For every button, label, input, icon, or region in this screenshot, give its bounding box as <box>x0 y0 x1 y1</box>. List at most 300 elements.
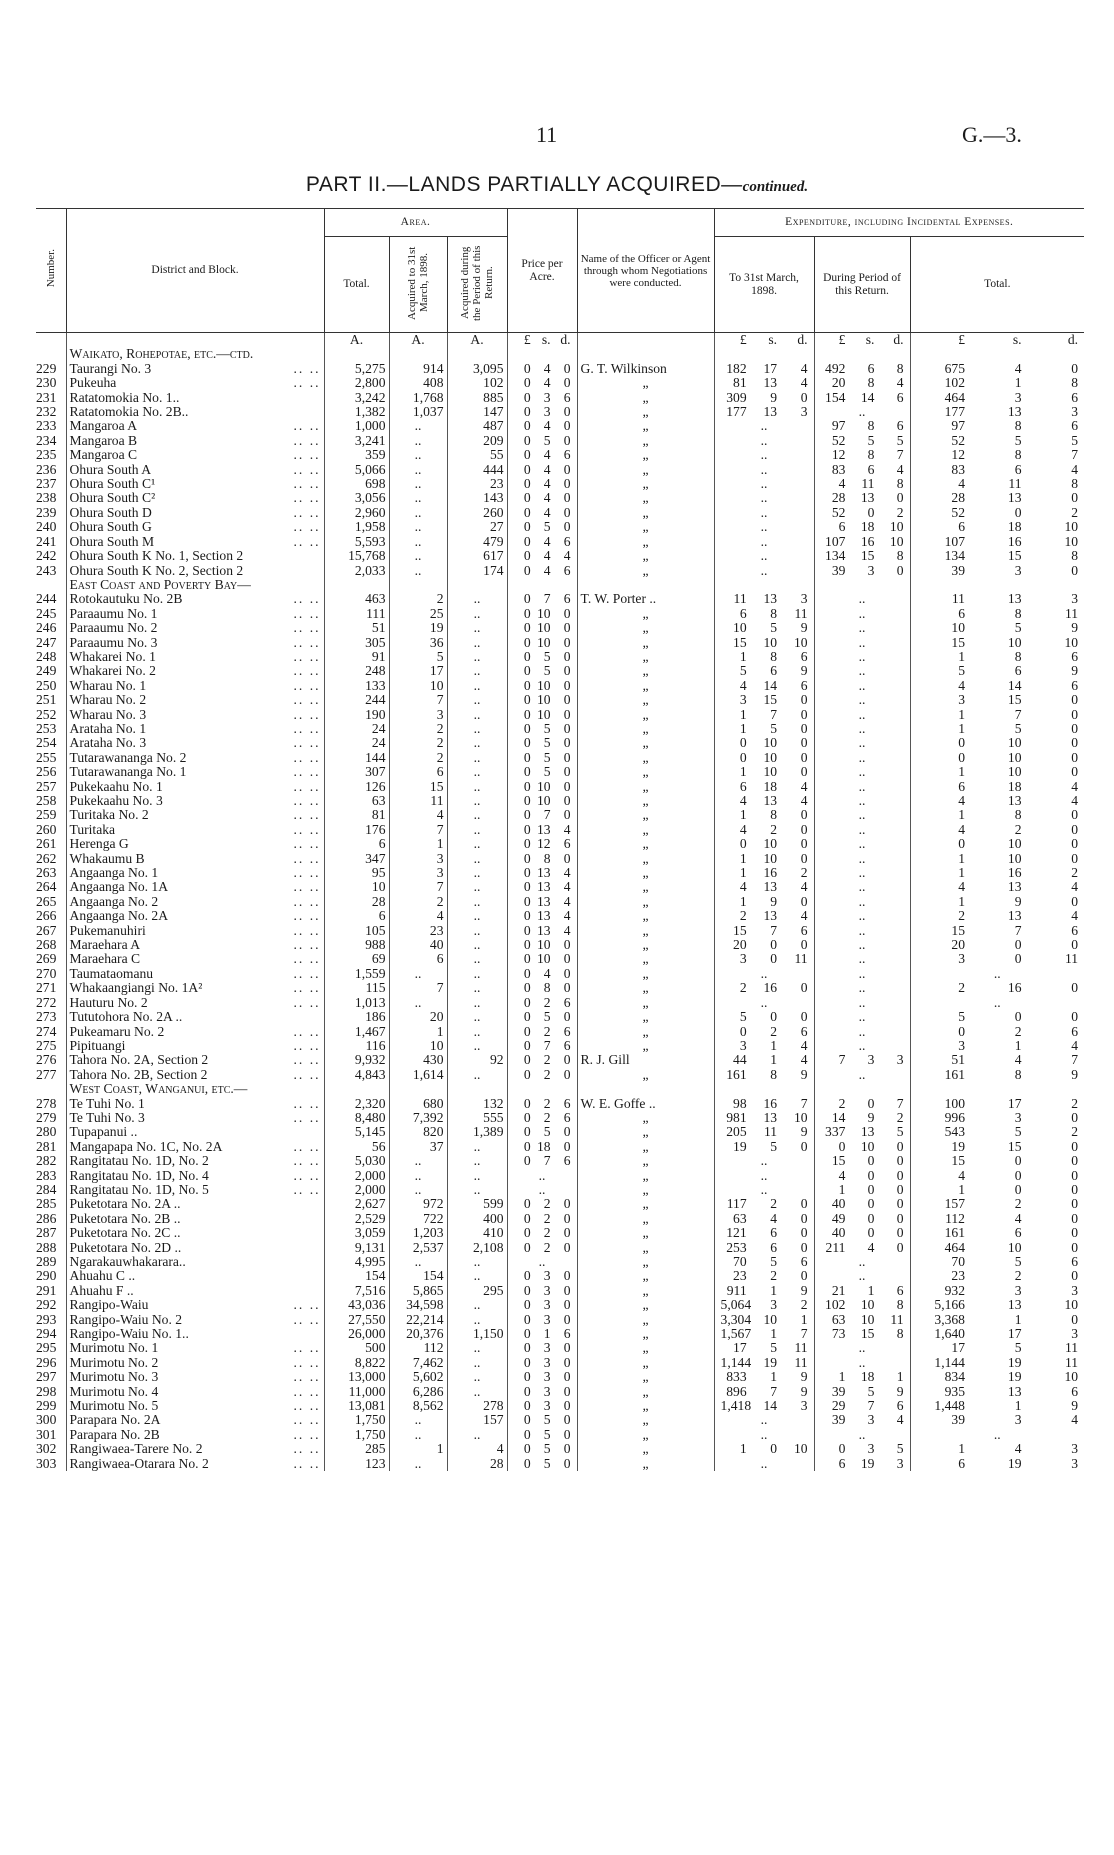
section-row <box>36 1082 1084 1096</box>
exp-during-period: 39 3 0 <box>814 564 910 578</box>
row-number: 283 <box>36 1168 57 1183</box>
table-row <box>36 664 1084 678</box>
area-total: 988 <box>324 938 389 952</box>
area-total: 5,275 <box>324 362 389 376</box>
price-per-acre: 0 2 6 <box>507 1097 577 1111</box>
officer-name: „ <box>577 1313 714 1327</box>
district-block: Paraaumu No. 2 .. .. <box>66 621 324 635</box>
price-per-acre: 0 3 0 <box>507 1370 577 1384</box>
row-number: 236 <box>36 462 57 477</box>
exp-to-1898: .. <box>714 506 814 520</box>
table-row <box>36 477 1084 491</box>
district-block: Te Tuhi No. 1 .. .. <box>66 1097 324 1111</box>
exp-total: 0 2 6 <box>910 1025 1084 1039</box>
table-row <box>36 1399 1084 1413</box>
exp-during-period: 97 8 6 <box>814 419 910 433</box>
table-row <box>36 895 1084 909</box>
section-row <box>36 347 1084 361</box>
row-number: 271 <box>36 981 57 996</box>
area-total: 24 <box>324 722 389 736</box>
table-row <box>36 780 1084 794</box>
row-number: 288 <box>36 1240 57 1255</box>
area-acquired-1898: .. <box>389 463 447 477</box>
exp-to-1898: 1 8 6 <box>714 650 814 664</box>
price-per-acre: 0 4 4 <box>507 549 577 563</box>
exp-to-1898: 4 13 4 <box>714 880 814 894</box>
district-block: Te Tuhi No. 3 .. .. <box>66 1111 324 1125</box>
district-block: Tutarawananga No. 2 .. .. <box>66 751 324 765</box>
area-acquired-period: .. <box>447 823 507 837</box>
district-block: Mangaroa A .. .. <box>66 419 324 433</box>
row-number: 237 <box>36 477 57 492</box>
price-per-acre: 0 2 6 <box>507 996 577 1010</box>
exp-total: 4 14 6 <box>910 679 1084 693</box>
exp-to-1898: .. <box>714 535 814 549</box>
exp-during-period: .. <box>814 808 910 822</box>
exp-to-1898: 1 16 2 <box>714 866 814 880</box>
exp-during-period: .. <box>814 1341 910 1355</box>
area-total: 186 <box>324 1010 389 1024</box>
exp-total: 20 0 0 <box>910 938 1084 952</box>
table-row <box>36 823 1084 837</box>
table-row <box>36 434 1084 448</box>
row-number: 274 <box>36 1024 57 1039</box>
area-acquired-1898: .. <box>389 1154 447 1168</box>
table-row <box>36 880 1084 894</box>
area-acquired-period: .. <box>447 736 507 750</box>
exp-during-period: .. <box>814 823 910 837</box>
exp-to-1898: 11 13 3 <box>714 592 814 606</box>
area-acquired-period: .. <box>447 909 507 923</box>
table-row <box>36 448 1084 462</box>
row-number: 273 <box>36 1010 57 1025</box>
area-acquired-period: .. <box>447 808 507 822</box>
area-acquired-1898: .. <box>389 1413 447 1427</box>
exp-to-1898: .. <box>714 996 814 1010</box>
district-block: Rangipo-Waiu No. 1.. <box>66 1327 324 1341</box>
exp-to-1898: 0 10 0 <box>714 837 814 851</box>
exp-to-1898: 15 7 6 <box>714 924 814 938</box>
table-row <box>36 549 1084 563</box>
area-acquired-period: .. <box>447 636 507 650</box>
district-block: Ahuahu F .. <box>66 1284 324 1298</box>
district-block: Puketotara No. 2C .. <box>66 1226 324 1240</box>
area-total: 133 <box>324 679 389 693</box>
area-acquired-period: 479 <box>447 535 507 549</box>
exp-to-1898: .. <box>714 967 814 981</box>
area-acquired-period: .. <box>447 1341 507 1355</box>
area-acquired-period: 23 <box>447 477 507 491</box>
area-acquired-period: .. <box>447 866 507 880</box>
area-acquired-period: .. <box>447 1154 507 1168</box>
officer-name: „ <box>577 880 714 894</box>
price-per-acre: 0 10 0 <box>507 693 577 707</box>
district-block: Rangiwaea-Otarara No. 2 .. .. <box>66 1457 324 1471</box>
area-acquired-period: .. <box>447 1068 507 1082</box>
exp-during-period: 83 6 4 <box>814 463 910 477</box>
row-number: 238 <box>36 491 57 506</box>
row-number: 293 <box>36 1312 57 1327</box>
exp-during-period: 52 5 5 <box>814 434 910 448</box>
district-block: Taumataomanu .. .. <box>66 967 324 981</box>
row-number: 272 <box>36 995 57 1010</box>
exp-total: 3,368 1 0 <box>910 1313 1084 1327</box>
district-block: Ratatomokia No. 2B.. <box>66 405 324 419</box>
table-row <box>36 564 1084 578</box>
table-row <box>36 751 1084 765</box>
price-per-acre: 0 4 0 <box>507 967 577 981</box>
exp-to-1898: 5,064 3 2 <box>714 1298 814 1312</box>
table-row <box>36 1010 1084 1024</box>
area-acquired-1898: 7 <box>389 880 447 894</box>
area-acquired-1898: 5,602 <box>389 1370 447 1384</box>
row-number: 248 <box>36 649 57 664</box>
exp-to-1898: 3,304 10 1 <box>714 1313 814 1327</box>
price-per-acre: 0 7 6 <box>507 1039 577 1053</box>
row-number: 279 <box>36 1110 57 1125</box>
exp-during-period: 1 18 1 <box>814 1370 910 1384</box>
table-row <box>36 1097 1084 1111</box>
exp-during-period: 2 0 7 <box>814 1097 910 1111</box>
area-acquired-period: .. <box>447 607 507 621</box>
area-acquired-1898: 2 <box>389 895 447 909</box>
district-block: Ohura South A .. .. <box>66 463 324 477</box>
table-row <box>36 1327 1084 1341</box>
table-row <box>36 981 1084 995</box>
row-number: 292 <box>36 1298 57 1313</box>
row-number: 280 <box>36 1125 57 1140</box>
table-row <box>36 852 1084 866</box>
table-row <box>36 938 1084 952</box>
exp-total: 70 5 6 <box>910 1255 1084 1269</box>
price-per-acre: 0 1 6 <box>507 1327 577 1341</box>
area-acquired-1898: 5,865 <box>389 1284 447 1298</box>
area-total: 2,033 <box>324 564 389 578</box>
district-block: Angaanga No. 1 .. .. <box>66 866 324 880</box>
officer-name: „ <box>577 1413 714 1427</box>
exp-during-period: .. <box>814 1428 910 1442</box>
district-block: Ratatomokia No. 1.. <box>66 391 324 405</box>
area-total: 2,000 <box>324 1183 389 1197</box>
officer-name: „ <box>577 1068 714 1082</box>
row-number: 231 <box>36 390 57 405</box>
exp-total: 4 13 4 <box>910 794 1084 808</box>
row-number: 281 <box>36 1139 57 1154</box>
exp-total: 1 7 0 <box>910 708 1084 722</box>
table-row <box>36 924 1084 938</box>
officer-name: „ <box>577 938 714 952</box>
officer-name: „ <box>577 1039 714 1053</box>
area-acquired-1898: 40 <box>389 938 447 952</box>
row-number: 246 <box>36 621 57 636</box>
area-total: 115 <box>324 981 389 995</box>
officer-name: „ <box>577 405 714 419</box>
district-block: Ahuahu C .. <box>66 1269 324 1283</box>
area-acquired-1898: 4 <box>389 909 447 923</box>
area-total: 111 <box>324 607 389 621</box>
exp-during-period: 211 4 0 <box>814 1241 910 1255</box>
district-block: Paraaumu No. 1 .. .. <box>66 607 324 621</box>
area-acquired-period: .. <box>447 722 507 736</box>
officer-name: „ <box>577 823 714 837</box>
exp-to-1898: .. <box>714 419 814 433</box>
price-per-acre: 0 12 6 <box>507 837 577 851</box>
area-acquired-period: .. <box>447 780 507 794</box>
row-number: 267 <box>36 923 57 938</box>
area-acquired-period: 444 <box>447 463 507 477</box>
district-block: Ohura South K No. 1, Section 2 <box>66 549 324 563</box>
officer-name: „ <box>577 1241 714 1255</box>
exp-to-1898: 5 0 0 <box>714 1010 814 1024</box>
district-block: Parapara No. 2A .. .. <box>66 1413 324 1427</box>
table-row <box>36 1341 1084 1355</box>
officer-name: „ <box>577 1327 714 1341</box>
table-row <box>36 621 1084 635</box>
exp-during-period: .. <box>814 664 910 678</box>
area-acquired-period: .. <box>447 1370 507 1384</box>
officer-name: „ <box>577 1399 714 1413</box>
title-main: PART II.—LANDS PARTIALLY ACQUIRED— <box>305 173 743 196</box>
area-acquired-period: .. <box>447 938 507 952</box>
exp-total: 39 3 0 <box>910 564 1084 578</box>
exp-to-1898: .. <box>714 1413 814 1427</box>
exp-total: 675 4 0 <box>910 362 1084 376</box>
exp-during-period: .. <box>814 722 910 736</box>
area-acquired-period: 410 <box>447 1226 507 1240</box>
exp-to-1898: 309 9 0 <box>714 391 814 405</box>
officer-name: „ <box>577 967 714 981</box>
area-acquired-1898: 112 <box>389 1341 447 1355</box>
price-per-acre: 0 5 0 <box>507 1442 577 1456</box>
area-acquired-1898: .. <box>389 448 447 462</box>
area-acquired-period: .. <box>447 1140 507 1154</box>
exp-during-period: .. <box>814 780 910 794</box>
area-total: 1,013 <box>324 996 389 1010</box>
row-number: 244 <box>36 592 57 607</box>
officer-name: „ <box>577 376 714 390</box>
row-number: 286 <box>36 1211 57 1226</box>
row-number: 254 <box>36 736 57 751</box>
exp-total: 12 8 7 <box>910 448 1084 462</box>
officer-name: „ <box>577 1457 714 1471</box>
exp-to-1898: 23 2 0 <box>714 1269 814 1283</box>
officer-name: „ <box>577 664 714 678</box>
table-row <box>36 491 1084 505</box>
price-per-acre: 0 5 0 <box>507 434 577 448</box>
row-number: 302 <box>36 1442 57 1457</box>
row-number: 277 <box>36 1067 57 1082</box>
unit-cell: A. <box>447 333 507 348</box>
area-acquired-1898: 22,214 <box>389 1313 447 1327</box>
area-total: 2,627 <box>324 1197 389 1211</box>
officer-name: „ <box>577 1140 714 1154</box>
exp-to-1898: 911 1 9 <box>714 1284 814 1298</box>
area-acquired-1898: 17 <box>389 664 447 678</box>
title-continued: continued. <box>742 179 809 195</box>
exp-to-1898: .. <box>714 549 814 563</box>
area-total: 307 <box>324 765 389 779</box>
officer-name: „ <box>577 924 714 938</box>
exp-to-1898: 1,144 19 11 <box>714 1356 814 1370</box>
area-total: 500 <box>324 1341 389 1355</box>
price-per-acre: 0 13 4 <box>507 866 577 880</box>
officer-name: „ <box>577 491 714 505</box>
header-exp-period: During Period of this Return. <box>814 237 910 333</box>
area-acquired-period: .. <box>447 765 507 779</box>
page-code: G.—3. <box>962 122 1022 147</box>
exp-total: 2 16 0 <box>910 981 1084 995</box>
area-acquired-1898: 2 <box>389 736 447 750</box>
district-block: Wharau No. 1 .. .. <box>66 679 324 693</box>
area-acquired-period: 209 <box>447 434 507 448</box>
area-acquired-1898: 6 <box>389 765 447 779</box>
price-per-acre: 0 3 0 <box>507 1385 577 1399</box>
area-acquired-1898: 680 <box>389 1097 447 1111</box>
area-total: 2,320 <box>324 1097 389 1111</box>
table-row <box>36 736 1084 750</box>
exp-total: 1 10 0 <box>910 765 1084 779</box>
area-acquired-period: 1,150 <box>447 1327 507 1341</box>
header-exp-1898: To 31st March, 1898. <box>714 237 814 333</box>
exp-to-1898: 0 10 0 <box>714 751 814 765</box>
officer-name: „ <box>577 535 714 549</box>
area-acquired-1898: 5 <box>389 650 447 664</box>
header-exp-total: Total. <box>910 237 1084 333</box>
section-label <box>66 347 324 361</box>
officer-name: „ <box>577 751 714 765</box>
exp-during-period: 154 14 6 <box>814 391 910 405</box>
row-number: 259 <box>36 808 57 823</box>
exp-to-1898: 833 1 9 <box>714 1370 814 1384</box>
exp-total: 1,640 17 3 <box>910 1327 1084 1341</box>
row-number: 276 <box>36 1053 57 1068</box>
price-per-acre: 0 5 0 <box>507 765 577 779</box>
exp-during-period: 40 0 0 <box>814 1226 910 1240</box>
exp-during-period: .. <box>814 909 910 923</box>
area-total: 1,467 <box>324 1025 389 1039</box>
officer-name: „ <box>577 1183 714 1197</box>
row-number: 249 <box>36 664 57 679</box>
exp-to-1898: 1,418 14 3 <box>714 1399 814 1413</box>
district-block: Angaanga No. 1A .. .. <box>66 880 324 894</box>
district-block: Maraehara C .. .. <box>66 952 324 966</box>
row-number: 298 <box>36 1384 57 1399</box>
area-acquired-period: 278 <box>447 1399 507 1413</box>
officer-name: „ <box>577 463 714 477</box>
exp-during-period: .. <box>814 952 910 966</box>
table-row <box>36 996 1084 1010</box>
district-block: Tahora No. 2B, Section 2 .. .. <box>66 1068 324 1082</box>
table-row <box>36 405 1084 419</box>
row-number: 251 <box>36 693 57 708</box>
table-row <box>36 376 1084 390</box>
exp-during-period: .. <box>814 636 910 650</box>
area-acquired-period: 617 <box>447 549 507 563</box>
exp-during-period: .. <box>814 1269 910 1283</box>
exp-to-1898: .. <box>714 434 814 448</box>
section-title: East Coast and Poverty Bay— <box>69 577 251 592</box>
area-total: 4,995 <box>324 1255 389 1269</box>
units-row <box>36 333 1084 348</box>
officer-name: „ <box>577 434 714 448</box>
exp-during-period: 6 18 10 <box>814 520 910 534</box>
exp-to-1898: 19 5 0 <box>714 1140 814 1154</box>
officer-name: „ <box>577 1125 714 1139</box>
district-block: Ohura South C² .. .. <box>66 491 324 505</box>
officer-name: „ <box>577 722 714 736</box>
table-row <box>36 1169 1084 1183</box>
price-per-acre: 0 4 0 <box>507 491 577 505</box>
exp-total: 161 8 9 <box>910 1068 1084 1082</box>
exp-total: 935 13 6 <box>910 1385 1084 1399</box>
area-acquired-1898: 3 <box>389 708 447 722</box>
exp-to-1898: 1 8 0 <box>714 808 814 822</box>
area-acquired-period: .. <box>447 1428 507 1442</box>
exp-during-period: .. <box>814 708 910 722</box>
price-per-acre: .. <box>507 1255 577 1269</box>
area-acquired-1898: 722 <box>389 1212 447 1226</box>
price-per-acre: 0 4 0 <box>507 463 577 477</box>
area-acquired-1898: .. <box>389 996 447 1010</box>
row-number: 284 <box>36 1182 57 1197</box>
price-per-acre: 0 5 0 <box>507 520 577 534</box>
exp-total: 97 8 6 <box>910 419 1084 433</box>
price-per-acre: 0 7 6 <box>507 592 577 606</box>
officer-name: „ <box>577 794 714 808</box>
exp-to-1898: 63 4 0 <box>714 1212 814 1226</box>
exp-total: 1 0 0 <box>910 1183 1084 1197</box>
row-number: 257 <box>36 779 57 794</box>
exp-total: 834 19 10 <box>910 1370 1084 1384</box>
row-number: 296 <box>36 1355 57 1370</box>
table-row <box>36 1226 1084 1240</box>
officer-name: „ <box>577 1284 714 1298</box>
officer-name: „ <box>577 1428 714 1442</box>
section-title: West Coast, Wanganui, etc.— <box>69 1082 248 1097</box>
exp-to-1898: 981 13 10 <box>714 1111 814 1125</box>
exp-to-1898: 4 2 0 <box>714 823 814 837</box>
price-per-acre: 0 10 0 <box>507 938 577 952</box>
exp-during-period: .. <box>814 693 910 707</box>
exp-total: 464 10 0 <box>910 1241 1084 1255</box>
area-acquired-period: .. <box>447 1298 507 1312</box>
area-acquired-period: .. <box>447 1169 507 1183</box>
area-acquired-1898: 8,562 <box>389 1399 447 1413</box>
exp-during-period: .. <box>814 866 910 880</box>
area-acquired-1898: .. <box>389 1428 447 1442</box>
exp-to-1898: 2 16 0 <box>714 981 814 995</box>
officer-name: „ <box>577 1356 714 1370</box>
area-acquired-period: .. <box>447 751 507 765</box>
table-row <box>36 1356 1084 1370</box>
exp-total: 3 0 11 <box>910 952 1084 966</box>
area-acquired-1898: 25 <box>389 607 447 621</box>
district-block: Puketotara No. 2A .. <box>66 1197 324 1211</box>
exp-total: 52 5 5 <box>910 434 1084 448</box>
exp-to-1898: 0 10 0 <box>714 736 814 750</box>
exp-to-1898: .. <box>714 564 814 578</box>
district-block: Rangitatau No. 1D, No. 5 .. .. <box>66 1183 324 1197</box>
table-row <box>36 1385 1084 1399</box>
table-row <box>36 708 1084 722</box>
exp-total: 0 10 0 <box>910 751 1084 765</box>
area-acquired-period: 28 <box>447 1457 507 1471</box>
exp-to-1898: 1,567 1 7 <box>714 1327 814 1341</box>
exp-to-1898: 121 6 0 <box>714 1226 814 1240</box>
price-per-acre: 0 3 0 <box>507 1399 577 1413</box>
area-total: 1,750 <box>324 1428 389 1442</box>
exp-to-1898: .. <box>714 448 814 462</box>
